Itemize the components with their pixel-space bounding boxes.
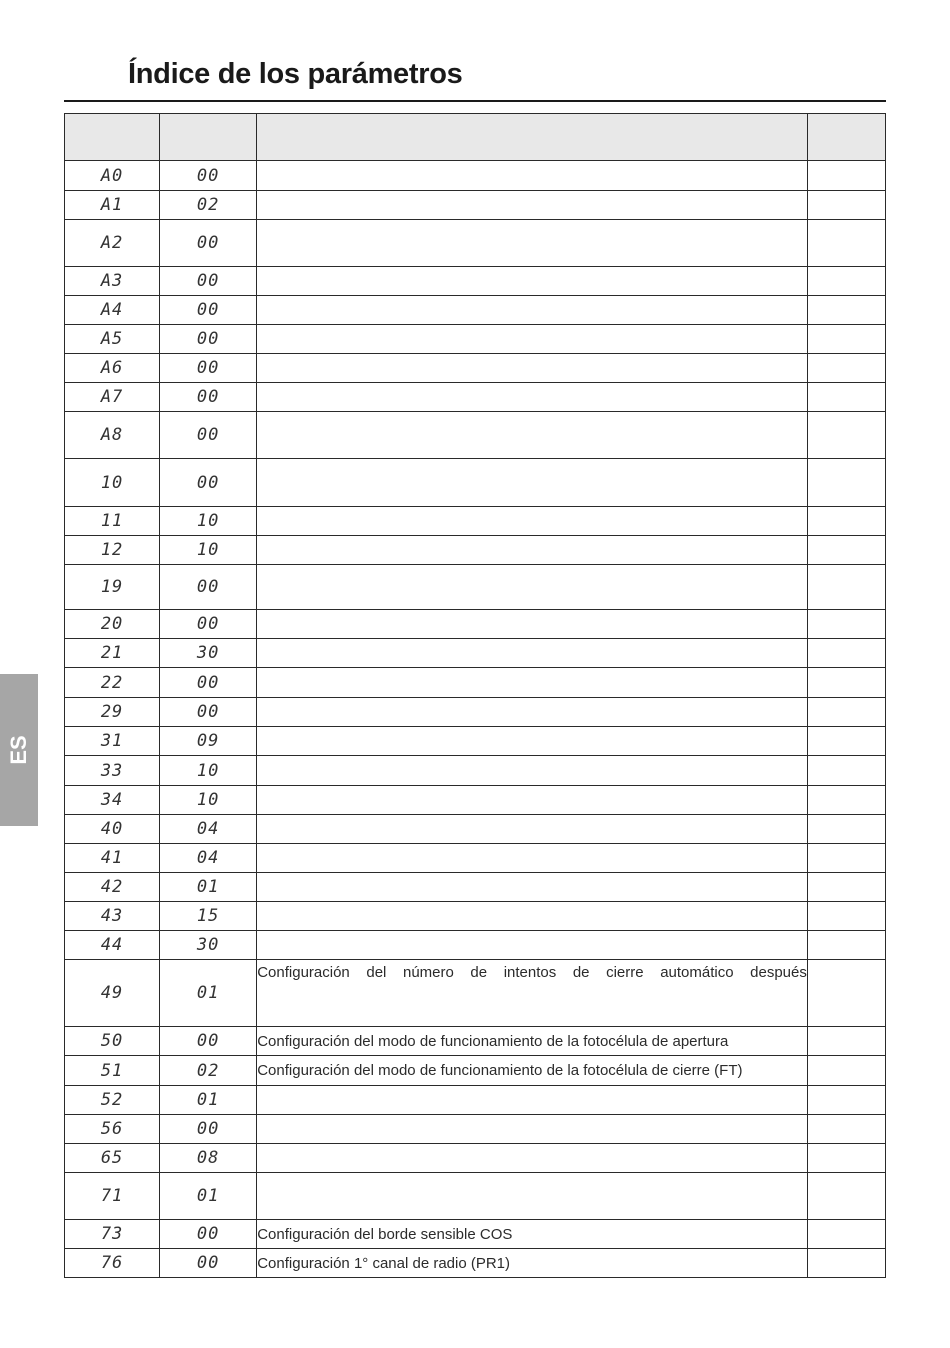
table-row bbox=[65, 844, 886, 873]
param-description bbox=[257, 191, 808, 220]
table-row bbox=[65, 565, 886, 610]
param-page bbox=[807, 1056, 885, 1086]
param-default: 00 bbox=[160, 668, 257, 698]
table-row bbox=[65, 412, 886, 459]
param-code: 50 bbox=[65, 1027, 160, 1056]
param-code: 20 bbox=[65, 610, 160, 639]
header-cell-parameter bbox=[65, 114, 160, 161]
table-row bbox=[65, 960, 886, 1027]
param-description bbox=[257, 507, 808, 536]
param-page bbox=[807, 727, 885, 756]
param-code: 21 bbox=[65, 639, 160, 668]
param-page bbox=[807, 1086, 885, 1115]
param-default: 04 bbox=[160, 815, 257, 844]
param-default: 01 bbox=[160, 1173, 257, 1220]
param-default: 10 bbox=[160, 536, 257, 565]
param-description bbox=[257, 1173, 808, 1220]
language-tab-label: ES bbox=[6, 735, 31, 765]
param-description bbox=[257, 668, 808, 698]
param-page bbox=[807, 668, 885, 698]
table-row bbox=[65, 191, 886, 220]
param-code: A6 bbox=[65, 354, 160, 383]
param-page bbox=[807, 565, 885, 610]
param-description bbox=[257, 610, 808, 639]
param-default: 00 bbox=[160, 220, 257, 267]
param-default: 30 bbox=[160, 931, 257, 960]
param-description bbox=[257, 296, 808, 325]
language-tab bbox=[0, 674, 38, 826]
param-description bbox=[257, 931, 808, 960]
param-default: 02 bbox=[160, 1056, 257, 1086]
param-description bbox=[257, 536, 808, 565]
table-row bbox=[65, 610, 886, 639]
param-page bbox=[807, 161, 885, 191]
param-page bbox=[807, 220, 885, 267]
param-default: 00 bbox=[160, 161, 257, 191]
table-row bbox=[65, 325, 886, 354]
param-page bbox=[807, 459, 885, 507]
param-code: A0 bbox=[65, 161, 160, 191]
table-row bbox=[65, 815, 886, 844]
param-default: 00 bbox=[160, 698, 257, 727]
param-code: 49 bbox=[65, 960, 160, 1027]
param-default: 00 bbox=[160, 296, 257, 325]
param-code: 51 bbox=[65, 1056, 160, 1086]
table-row bbox=[65, 873, 886, 902]
table-header-row bbox=[65, 114, 886, 161]
param-description bbox=[257, 786, 808, 815]
param-code: A1 bbox=[65, 191, 160, 220]
param-default: 00 bbox=[160, 1115, 257, 1144]
table-row bbox=[65, 383, 886, 412]
table-row bbox=[65, 668, 886, 698]
param-code: 31 bbox=[65, 727, 160, 756]
param-default: 30 bbox=[160, 639, 257, 668]
param-page bbox=[807, 1173, 885, 1220]
param-default: 01 bbox=[160, 1086, 257, 1115]
param-page bbox=[807, 1115, 885, 1144]
param-description bbox=[257, 220, 808, 267]
param-code: 40 bbox=[65, 815, 160, 844]
param-code: 10 bbox=[65, 459, 160, 507]
table-row bbox=[65, 1144, 886, 1173]
param-description: Configuración 1° canal de radio (PR1) bbox=[257, 1249, 808, 1278]
param-page bbox=[807, 639, 885, 668]
param-default: 04 bbox=[160, 844, 257, 873]
param-page bbox=[807, 844, 885, 873]
table-row bbox=[65, 1086, 886, 1115]
table-row bbox=[65, 727, 886, 756]
param-description bbox=[257, 1086, 808, 1115]
param-code: A2 bbox=[65, 220, 160, 267]
param-description bbox=[257, 267, 808, 296]
param-default: 00 bbox=[160, 459, 257, 507]
param-page bbox=[807, 296, 885, 325]
param-code: 41 bbox=[65, 844, 160, 873]
param-code: 19 bbox=[65, 565, 160, 610]
table-row bbox=[65, 296, 886, 325]
param-code: 52 bbox=[65, 1086, 160, 1115]
param-code: 56 bbox=[65, 1115, 160, 1144]
table-row bbox=[65, 931, 886, 960]
param-description bbox=[257, 412, 808, 459]
param-code: 76 bbox=[65, 1249, 160, 1278]
table-row bbox=[65, 639, 886, 668]
header-cell-default bbox=[160, 114, 257, 161]
table-row bbox=[65, 756, 886, 786]
header-cell-page bbox=[807, 114, 885, 161]
param-description bbox=[257, 815, 808, 844]
table-row bbox=[65, 1115, 886, 1144]
param-page bbox=[807, 1249, 885, 1278]
table-row bbox=[65, 1027, 886, 1056]
param-default: 01 bbox=[160, 960, 257, 1027]
table-row bbox=[65, 1056, 886, 1086]
param-page bbox=[807, 267, 885, 296]
param-description bbox=[257, 1144, 808, 1173]
param-code: A5 bbox=[65, 325, 160, 354]
param-code: 73 bbox=[65, 1220, 160, 1249]
param-code: 44 bbox=[65, 931, 160, 960]
param-page bbox=[807, 1027, 885, 1056]
param-description bbox=[257, 1115, 808, 1144]
param-page bbox=[807, 786, 885, 815]
param-page bbox=[807, 383, 885, 412]
header-cell-description bbox=[257, 114, 808, 161]
param-code: A8 bbox=[65, 412, 160, 459]
param-page bbox=[807, 698, 885, 727]
param-description bbox=[257, 756, 808, 786]
param-description bbox=[257, 902, 808, 931]
table-row bbox=[65, 267, 886, 296]
table-row bbox=[65, 902, 886, 931]
param-code: 42 bbox=[65, 873, 160, 902]
param-code: 34 bbox=[65, 786, 160, 815]
param-page bbox=[807, 931, 885, 960]
param-page bbox=[807, 815, 885, 844]
param-default: 09 bbox=[160, 727, 257, 756]
param-description bbox=[257, 459, 808, 507]
param-default: 10 bbox=[160, 756, 257, 786]
param-default: 02 bbox=[160, 191, 257, 220]
param-page bbox=[807, 1144, 885, 1173]
table-row bbox=[65, 786, 886, 815]
param-description bbox=[257, 639, 808, 668]
param-description bbox=[257, 844, 808, 873]
param-description: Configuración del modo de funcionamiento de la fotocélula de cierre (FT) bbox=[257, 1056, 808, 1086]
param-description bbox=[257, 565, 808, 610]
param-description bbox=[257, 161, 808, 191]
param-default: 01 bbox=[160, 873, 257, 902]
param-code: A7 bbox=[65, 383, 160, 412]
param-page bbox=[807, 902, 885, 931]
param-page bbox=[807, 873, 885, 902]
param-description: Configuración del modo de funcionamiento de la fotocélula de apertura bbox=[257, 1027, 808, 1056]
param-code: 71 bbox=[65, 1173, 160, 1220]
table-row bbox=[65, 698, 886, 727]
param-code: 29 bbox=[65, 698, 160, 727]
page-title: Índice de los parámetros bbox=[128, 58, 463, 90]
param-code: A3 bbox=[65, 267, 160, 296]
param-default: 00 bbox=[160, 565, 257, 610]
param-code: 43 bbox=[65, 902, 160, 931]
param-code: 65 bbox=[65, 1144, 160, 1173]
param-default: 00 bbox=[160, 412, 257, 459]
table-row bbox=[65, 536, 886, 565]
param-default: 00 bbox=[160, 383, 257, 412]
param-page bbox=[807, 191, 885, 220]
param-description bbox=[257, 727, 808, 756]
table-row bbox=[65, 459, 886, 507]
param-description bbox=[257, 873, 808, 902]
param-default: 10 bbox=[160, 786, 257, 815]
param-page bbox=[807, 1220, 885, 1249]
param-code: A4 bbox=[65, 296, 160, 325]
table-row bbox=[65, 161, 886, 191]
param-code: 11 bbox=[65, 507, 160, 536]
param-default: 00 bbox=[160, 1249, 257, 1278]
param-default: 15 bbox=[160, 902, 257, 931]
table-row bbox=[65, 220, 886, 267]
param-default: 00 bbox=[160, 354, 257, 383]
param-code: 22 bbox=[65, 668, 160, 698]
table-row bbox=[65, 1173, 886, 1220]
param-default: 00 bbox=[160, 267, 257, 296]
param-description bbox=[257, 698, 808, 727]
param-description: Configuración del borde sensible COS bbox=[257, 1220, 808, 1249]
param-description bbox=[257, 383, 808, 412]
title-divider bbox=[64, 100, 886, 102]
param-page bbox=[807, 507, 885, 536]
param-page bbox=[807, 536, 885, 565]
param-page bbox=[807, 354, 885, 383]
table-row bbox=[65, 354, 886, 383]
parameters-table bbox=[64, 113, 886, 1278]
table-row bbox=[65, 1220, 886, 1249]
param-description bbox=[257, 354, 808, 383]
param-description bbox=[257, 325, 808, 354]
param-default: 08 bbox=[160, 1144, 257, 1173]
param-default: 00 bbox=[160, 610, 257, 639]
table-row bbox=[65, 1249, 886, 1278]
param-page bbox=[807, 756, 885, 786]
param-default: 00 bbox=[160, 1027, 257, 1056]
param-default: 00 bbox=[160, 1220, 257, 1249]
param-page bbox=[807, 325, 885, 354]
param-page bbox=[807, 610, 885, 639]
param-default: 10 bbox=[160, 507, 257, 536]
param-default: 00 bbox=[160, 325, 257, 354]
param-code: 33 bbox=[65, 756, 160, 786]
param-description: Configuración del número de intentos de cierre automático después bbox=[257, 960, 808, 1027]
table-row bbox=[65, 507, 886, 536]
param-code: 12 bbox=[65, 536, 160, 565]
param-page bbox=[807, 960, 885, 1027]
param-page bbox=[807, 412, 885, 459]
